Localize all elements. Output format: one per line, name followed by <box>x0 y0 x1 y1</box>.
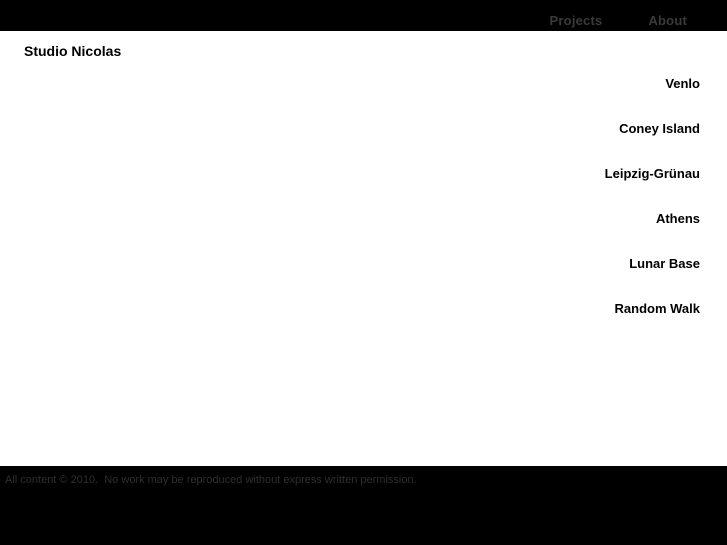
top-nav-bar <box>0 0 727 31</box>
main-content <box>0 31 727 466</box>
site-title[interactable]: Studio Nicolas <box>24 43 122 59</box>
menu-row <box>605 241 700 286</box>
menu-item-lunar-base[interactable]: Lunar Base <box>629 256 700 271</box>
menu-item-coney-island[interactable]: Coney Island <box>619 121 700 136</box>
menu-row <box>605 151 700 196</box>
copyright-notice: All content © 2010. No work may be reproduced without express written permission. <box>5 474 417 486</box>
nav-link-projects[interactable]: Projects <box>549 13 603 28</box>
menu-item-venlo[interactable]: Venlo <box>665 76 700 91</box>
menu-row <box>605 196 700 241</box>
menu-row <box>605 61 700 106</box>
footer-bar <box>0 466 727 545</box>
menu-item-leipzig-grunau[interactable]: Leipzig-Grünau <box>604 166 700 181</box>
menu-item-athens[interactable]: Athens <box>655 211 700 226</box>
menu-item-random-walk[interactable]: Random Walk <box>614 301 700 316</box>
project-menu <box>605 61 700 331</box>
nav-link-about[interactable]: About <box>648 13 687 28</box>
menu-row <box>605 106 700 151</box>
menu-row <box>605 286 700 331</box>
